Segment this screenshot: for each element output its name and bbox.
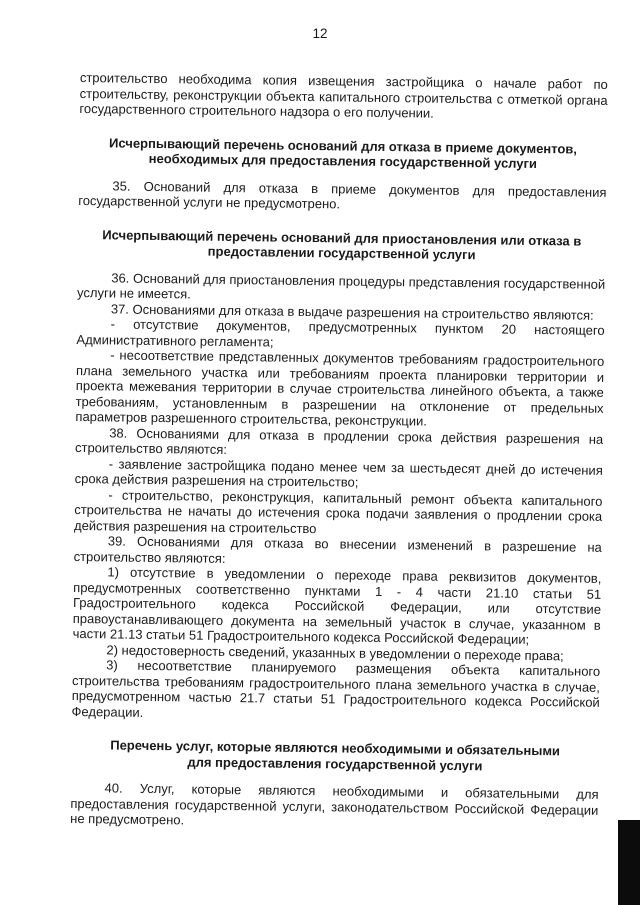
paragraph-35: 35. Оснований для отказа в приеме документов для предоставления государственной услуги не предусмотрено. bbox=[78, 177, 607, 212]
paragraph-38-item-2: - строительство, реконструкция, капитальный ремонт объекта капитального строительства не начаты до истечения срока подачи заявления о продлении срока действия разрешения на строительство bbox=[73, 486, 603, 536]
section-heading-suspension-refusal bbox=[102, 227, 582, 264]
paragraph-40: 40. Услуг, которые являются необходимыми и обязательными для предоставления государственной услуги, законодательством Российской Федерации не предусмотрено. bbox=[70, 780, 599, 828]
document-body bbox=[70, 70, 608, 833]
paragraph-37-item-1: - отсутствие документов, предусмотренных пунктом 20 настоящего Административного регламента; bbox=[76, 316, 605, 350]
paragraph-39: 39. Основаниями для отказа во внесении изменений в разрешение на строительство являются: bbox=[73, 533, 602, 566]
paragraph-39-item-1: 1) отсутствие в уведомлении о переходе права реквизитов документов, предусмотренных соответственно пунктами 1 - 4 части 21.10 статьи 51 Градостроительного кодекса Российской Федерации, или отсутствие правоустанавливающего документа на земельный участок в случае, указанном в части 21.13 статьи 51 Градостроительного кодекса Российской Федерации; bbox=[72, 564, 602, 647]
heading-line: предоставлении государственной услуги bbox=[207, 243, 476, 263]
heading-line: Исчерпывающий перечень оснований для отказа в приеме документов, bbox=[109, 134, 578, 157]
paragraph-38-item-1: - заявление застройщика подано менее чем за шестьдесят дней до истечения срока действия разрешения на строительство; bbox=[74, 455, 603, 490]
paragraph-37-item-2: - несоответствие представленных документов требованиям градостроительного плана земельного участка или требованиям проекта планировки территории и проекта межевания территории в случае строительства линейного объекта, а также требованиям, установленным в разрешении на отклонение от предельных параметров разрешенного строительства, реконструкции. bbox=[75, 347, 605, 429]
heading-line: Перечень услуг, которые являются необходимыми и обязательными bbox=[110, 737, 561, 759]
page-number: 12 bbox=[312, 26, 328, 41]
scan-edge-shadow bbox=[618, 820, 640, 905]
paragraph-38: 38. Основаниями для отказа в продлении срока действия разрешения на строительство являются: bbox=[74, 424, 604, 457]
paragraph-37: 37. Основаниями для отказа в выдаче разрешения на строительство являются: bbox=[110, 300, 594, 323]
intro-paragraph: строительство необходима копия извещения застройщика о начале работ по строительству, реконструкции объекта капитального строительства с отметкой органа государственного строительного надзора о его получении. bbox=[79, 70, 608, 121]
section-heading-necessary-services bbox=[95, 737, 575, 774]
heading-line: Исчерпывающий перечень оснований для приостановления или отказа в bbox=[102, 226, 582, 249]
heading-line: необходимых для предоставления государственной услуги bbox=[148, 150, 538, 171]
paragraph-39-item-2: 2) недостоверность сведений, указанных в уведомлении о переходе права; bbox=[106, 641, 564, 663]
heading-line: для предоставления государственной услуги bbox=[187, 753, 483, 773]
paragraph-39-item-3: 3) несоответствие планируемого размещения объекта капитального строительства требованиям градостроительного плана земельного участка в случае, предусмотренном частью 21.7 статьи 51 Градостроительного кодекса Российской Федерации. bbox=[71, 657, 601, 720]
section-heading-refusal-acceptance bbox=[103, 135, 583, 172]
paragraph-36: 36. Оснований для приостановления процедуры представления государственной услуги не имеется. bbox=[76, 269, 606, 302]
